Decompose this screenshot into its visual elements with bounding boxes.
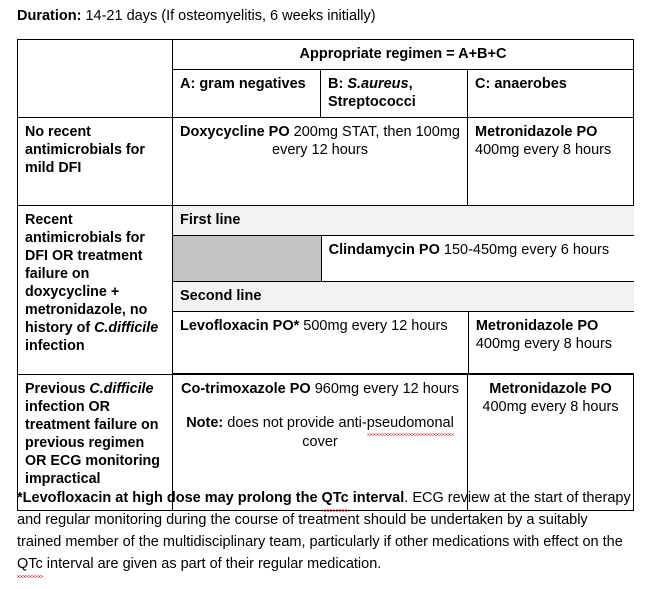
second-line-drug-name: Levofloxacin PO* <box>180 318 300 334</box>
row3-note-after: cover <box>302 434 338 450</box>
row2-criteria-italic: C.difficile <box>94 320 159 336</box>
row2-second-line-row <box>173 312 634 374</box>
footnote-paragraph <box>17 487 633 575</box>
row3-c-drug: Metronidazole PO <box>489 381 612 397</box>
header-corner-blank <box>18 40 173 118</box>
row1-regimen-ab <box>173 118 468 206</box>
row2-criteria-part2: infection <box>25 338 85 354</box>
table-row-no-recent-antimicrobials <box>18 118 634 206</box>
table-row-recent-antimicrobials <box>18 206 634 375</box>
first-line-drug-dose: 150-450mg every 6 hours <box>439 242 610 258</box>
row1-criteria: No recent antimicrobials for mild DFI <box>18 118 173 206</box>
row1-regimen-c <box>468 118 634 206</box>
regimen-table <box>17 39 634 511</box>
row2-sub-table <box>173 206 634 374</box>
row3-note-before: does not provide anti- <box>223 415 367 431</box>
second-line-levofloxacin <box>173 312 468 374</box>
header-col-b-suffix: , <box>408 76 413 92</box>
footnote-rest-part1: . ECG review at the start of therapy and regular monitoring during the course of treatment should be undertaken by a suitably trained member of the multidisciplinary team, particularly if other medications with effect on the <box>17 490 631 550</box>
duration-value: 14-21 days (If osteomyelitis, 6 weeks initially) <box>81 8 376 24</box>
header-col-a: A: gram negatives <box>173 70 321 118</box>
first-line-clindamycin <box>321 236 633 282</box>
second-line-band: Second line <box>173 282 634 312</box>
spellcheck-underline-pseudomonal: pseudomonal <box>366 415 454 431</box>
header-col-b <box>321 70 468 118</box>
row2-criteria <box>18 206 173 375</box>
row1-c-drug: Metronidazole PO <box>475 124 598 140</box>
duration-label: Duration: <box>17 8 82 24</box>
row2-second-line-band-row <box>173 282 634 312</box>
row1-c-dose: 400mg every 8 hours <box>475 142 612 158</box>
row3-note-label: Note: <box>186 415 224 431</box>
row3-note <box>180 414 460 452</box>
second-line-metronidazole <box>468 312 633 374</box>
row3-c-dose: 400mg every 8 hours <box>482 399 619 415</box>
footnote-bold-after: interval <box>348 490 405 506</box>
row2-regimen-container <box>173 206 634 375</box>
header-col-b-line2: Streptococci <box>328 94 416 110</box>
row3-criteria-italic: C.difficile <box>89 381 154 397</box>
row2-criteria-part1: Recent antimicrobials for DFI OR treatment failure on doxycycline + metronidazole, no history of <box>25 212 148 336</box>
first-line-drug-name: Clindamycin PO <box>328 242 440 258</box>
footnote-rest-part2: interval are given as part of their regular medication. <box>42 556 382 572</box>
spellcheck-underline-qtc-1: QTc <box>322 487 349 509</box>
first-line-band: First line <box>173 206 634 236</box>
row2-first-line-band-row <box>173 206 634 236</box>
first-line-col-a-greyed <box>173 236 321 282</box>
footnote-bold-before: *Levofloxacin at high dose may prolong the <box>17 490 322 506</box>
duration-line <box>17 7 376 26</box>
second-line-c-dose: 400mg every 8 hours <box>475 336 613 352</box>
header-col-b-prefix: B: <box>328 76 348 92</box>
row3-criteria-prefix: Previous <box>25 381 90 397</box>
row3-criteria-suffix: infection OR treatment failure on previous regimen OR ECG monitoring impractical <box>25 399 161 487</box>
row1-ab-drug: Doxycycline PO <box>180 124 290 140</box>
header-regimen-title: Appropriate regimen = A+B+C <box>173 40 634 70</box>
spellcheck-underline-qtc-2: QTc <box>17 553 43 575</box>
second-line-c-drug: Metronidazole PO <box>475 318 599 334</box>
header-col-c: C: anaerobes <box>468 70 634 118</box>
row3-ab-drug: Co-trimoxazole PO <box>180 381 311 397</box>
row1-ab-dose: 200mg STAT, then 100mg every 12 hours <box>272 124 460 158</box>
row2-first-line-row <box>173 236 634 282</box>
second-line-drug-dose: 500mg every 12 hours <box>299 318 448 334</box>
row3-ab-dose: 960mg every 12 hours <box>310 381 460 397</box>
table-header-row-title <box>18 40 634 70</box>
header-col-b-italic: S.aureus <box>347 76 409 92</box>
